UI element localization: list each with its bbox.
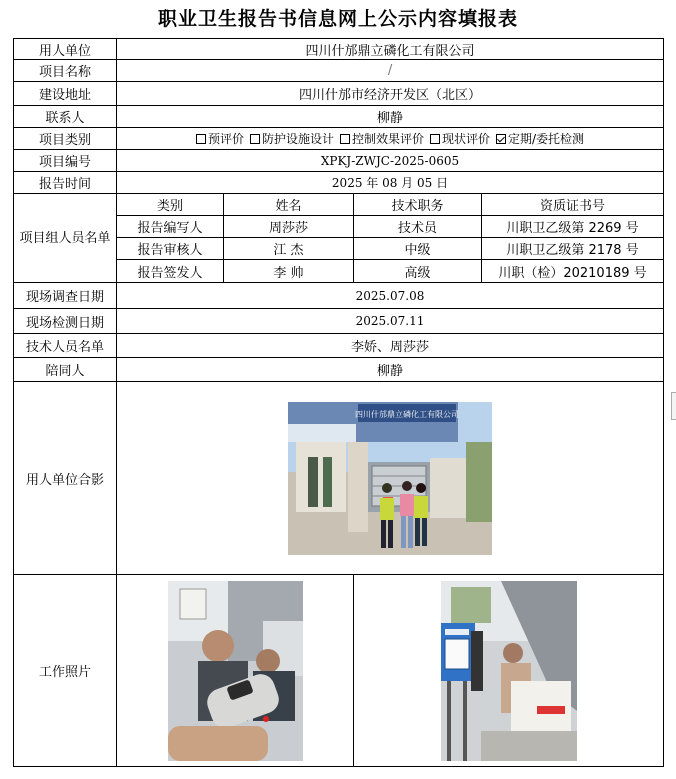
employer-value: 四川什邡鼎立磷化工有限公司: [117, 39, 664, 60]
project-type-option-label: 定期/委托检测: [508, 132, 585, 146]
checkbox-icon: [250, 134, 260, 144]
project-type-option-label: 控制效果评价: [351, 132, 424, 146]
row-project-no: [14, 150, 664, 172]
team-label: [14, 194, 117, 283]
work-photo-cell-left: [117, 575, 354, 767]
test-date-value: 2025.07.11: [117, 309, 664, 334]
row-test-date: [14, 309, 664, 334]
accompany-label: 陪同人: [14, 358, 117, 382]
group-photo-cell: [117, 382, 664, 575]
form-title: 职业卫生报告书信息网上公示内容填报表: [157, 8, 518, 30]
employer-label: 用人单位: [14, 39, 117, 60]
project-no-value: XPKJ-ZWJC-2025-0605: [117, 150, 664, 172]
address-label: 建设地址: [14, 82, 117, 106]
tech-staff-value: 李娇、周莎莎: [117, 334, 664, 358]
contact-label: 联系人: [14, 106, 117, 128]
row-report-time: [14, 172, 664, 194]
tech-staff-label: 技术人员名单: [14, 334, 117, 358]
team-cell-name: 李 帅: [224, 260, 354, 283]
team-header-row: [14, 194, 664, 216]
contact-value: 柳静: [117, 106, 664, 128]
work-photo-right: [441, 581, 577, 761]
row-contact: [14, 106, 664, 128]
project-name-value: /: [117, 60, 664, 82]
work-photo-cell-right: [354, 575, 664, 767]
project-type-options: [117, 128, 664, 150]
disclosure-form-table: [13, 38, 664, 767]
scroll-handle[interactable]: [671, 392, 676, 420]
project-type-option-label: 防护设施设计: [261, 132, 334, 146]
team-cell-title: 中级: [354, 238, 482, 260]
checkbox-icon: [430, 134, 440, 144]
project-type-option[interactable]: [496, 132, 584, 146]
accompany-value: 柳静: [117, 358, 664, 382]
survey-date-value: 2025.07.08: [117, 283, 664, 309]
project-type-option[interactable]: [250, 132, 334, 146]
team-cell-certificate: 川职卫乙级第 2269 号: [482, 216, 664, 238]
signage-text: 四川什邡鼎立磷化工有限公司: [355, 409, 459, 419]
row-accompany: [14, 358, 664, 382]
team-header-certificate: 资质证书号: [482, 194, 664, 216]
report-time-value: 2025 年 08 月 05 日: [117, 172, 664, 194]
group-photo: [288, 402, 492, 555]
row-group-photo: [14, 382, 664, 575]
work-photo-left: [168, 581, 303, 761]
row-work-photos: [14, 575, 664, 767]
address-value: 四川什邡市经济开发区（北区）: [117, 82, 664, 106]
row-employer: [14, 39, 664, 60]
survey-date-label: 现场调查日期: [14, 283, 117, 309]
checked-checkbox-icon: [496, 134, 506, 144]
row-address: [14, 82, 664, 106]
project-type-option[interactable]: [340, 132, 424, 146]
team-cell-certificate: 川职（检）20210189 号: [482, 260, 664, 283]
team-cell-category: 报告审核人: [117, 238, 224, 260]
project-type-option[interactable]: [430, 132, 490, 146]
checkbox-icon: [196, 134, 206, 144]
team-label-text: 项目组人员名单: [19, 230, 111, 246]
checkbox-icon: [340, 134, 350, 144]
row-project-type: [14, 128, 664, 150]
team-cell-name: 周莎莎: [224, 216, 354, 238]
project-type-option-label: 现状评价: [442, 132, 491, 146]
work-photo-label: 工作照片: [14, 575, 117, 767]
project-type-label: 项目类别: [14, 128, 117, 150]
project-no-label: 项目编号: [14, 150, 117, 172]
team-header-category: 类别: [117, 194, 224, 216]
team-cell-certificate: 川职卫乙级第 2178 号: [482, 238, 664, 260]
team-header-name: 姓名: [224, 194, 354, 216]
row-project-name: [14, 60, 664, 82]
team-cell-name: 江 杰: [224, 238, 354, 260]
row-tech-staff: [14, 334, 664, 358]
group-photo-label: 用人单位合影: [14, 382, 117, 575]
row-survey-date: [14, 283, 664, 309]
project-type-option[interactable]: [196, 132, 244, 146]
team-cell-category: 报告编写人: [117, 216, 224, 238]
test-date-label: 现场检测日期: [14, 309, 117, 334]
team-header-title: 技术职务: [354, 194, 482, 216]
team-cell-title: 高级: [354, 260, 482, 283]
team-cell-category: 报告签发人: [117, 260, 224, 283]
project-name-label: 项目名称: [14, 60, 117, 82]
project-type-option-label: 预评价: [207, 132, 244, 146]
team-cell-title: 技术员: [354, 216, 482, 238]
report-time-label: 报告时间: [14, 172, 117, 194]
